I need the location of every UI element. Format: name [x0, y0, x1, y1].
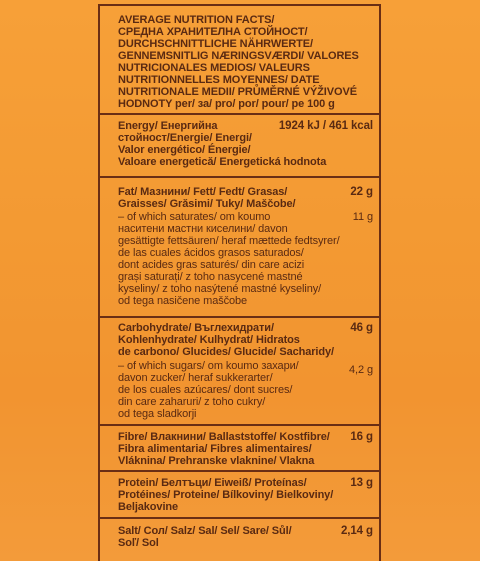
saturates-label: od tega nasičene maščobe: [118, 295, 248, 307]
saturates-label: de las cuales ácidos grasos saturados/: [118, 247, 304, 259]
carbohydrate-label: Carbohydrate/ Въглехидрати/: [118, 322, 274, 334]
fat-label: Graisses/ Grăsimi/ Tuky/ Maščobe/: [118, 198, 296, 210]
sugars-label: – of which sugars/ om koumo захари/: [118, 360, 299, 372]
protein-label: Beljakovine: [118, 501, 179, 513]
energy-label: Energy/ Енергийна: [118, 120, 218, 132]
energy-label: Valor energético/ Énergie/: [118, 144, 251, 156]
sugars-label: din care zaharuri/ z toho cukry/: [118, 396, 266, 408]
energy-label: Valoare energetică/ Energetická hodnota: [118, 156, 327, 168]
salt-value: 2,14 g: [340, 525, 373, 537]
sugars-label: davon zucker/ heraf sukkerarter/: [118, 372, 273, 384]
fibre-label: Vláknina/ Prehranske vlaknine/ Vlakna: [118, 455, 315, 467]
carbohydrate-row: [100, 322, 379, 358]
nutrition-header: [100, 14, 379, 110]
saturates-row: [100, 211, 379, 307]
carbohydrate-label: de carbono/ Glucides/ Glucide/ Sacharidy/: [118, 346, 334, 358]
header-line: HODNOTY per/ за/ pro/ por/ pour/ pe 100 g: [118, 98, 335, 110]
saturates-label: наситени мастни киселини/ davon: [118, 223, 288, 235]
header-line: NUTRITIONNELLES MOYENNES/ DATE: [118, 74, 320, 86]
carbohydrate-label: Kohlenhydrate/ Kulhydrat/ Hidratos: [118, 334, 300, 346]
energy-value: 1924 kJ / 461 kcal: [278, 120, 373, 132]
saturates-label: grași saturați/ z toho nasycené mastné: [118, 271, 303, 283]
fibre-value: 16 g: [350, 431, 373, 443]
fibre-row: [100, 431, 379, 467]
sugars-label: od tega sladkorji: [118, 408, 197, 420]
fat-value: 22 g: [350, 186, 373, 198]
salt-label: Salt/ Сол/ Salz/ Sal/ Sel/ Sare/ Sůl/: [118, 525, 292, 537]
saturates-label: gesättigte fettsäuren/ heraf mættede fedtsyrer/: [118, 235, 340, 247]
carbohydrate-value: 46 g: [350, 322, 373, 334]
protein-row: [100, 477, 379, 513]
header-line: СРЕДНА ХРАНИТЕЛНА СТОЙНОСТ/: [118, 26, 308, 38]
fibre-label: Fibre/ Влакнини/ Ballaststoffe/ Kostfibre/: [118, 431, 330, 443]
header-line: NUTRICIONALES MEDIOS/ VALEURS: [118, 62, 310, 74]
header-line: GENNEMSNITLIG NÆRINGSVÆRDI/ VALORES: [118, 50, 359, 62]
saturates-label: dont acides gras saturés/ din care acizi: [118, 259, 305, 271]
protein-label: Protéines/ Proteine/ Bílkoviny/ Bielkoviny/: [118, 489, 334, 501]
divider: [100, 424, 379, 426]
saturates-value: 11 g: [352, 211, 373, 223]
energy-row: [100, 120, 379, 168]
divider: [100, 517, 379, 519]
energy-label: стойност/Energie/ Energi/: [118, 132, 252, 144]
salt-label: Soľ/ Sol: [118, 537, 159, 549]
fat-row: [100, 186, 379, 210]
header-line: DURCHSCHNITTLICHE NÄHRWERTE/: [118, 38, 313, 50]
fat-label: Fat/ Мазнини/ Fett/ Fedt/ Grasas/: [118, 186, 288, 198]
divider: [100, 316, 379, 318]
protein-label: Protein/ Белтъци/ Eiweiß/ Proteínas/: [118, 477, 307, 489]
salt-row: [100, 525, 379, 549]
sugars-row: [100, 360, 379, 420]
divider: [100, 176, 379, 178]
nutrition-table: [98, 4, 381, 561]
divider: [100, 470, 379, 472]
protein-value: 13 g: [350, 477, 373, 489]
saturates-label: kyseliny/ z toho nasýtené mastné kyseliny/: [118, 283, 322, 295]
fibre-label: Fibra alimentaria/ Fibres alimentaires/: [118, 443, 312, 455]
header-line: AVERAGE NUTRITION FACTS/: [118, 14, 275, 26]
saturates-label: – of which saturates/ om koumo: [118, 211, 271, 223]
divider: [100, 113, 379, 115]
header-line: NUTRITIONALE MEDII/ PRŮMĚRNÉ VÝŽIVOVÉ: [118, 86, 357, 98]
sugars-value: 4,2 g: [349, 364, 373, 376]
sugars-label: de los cuales azúcares/ dont sucres/: [118, 384, 293, 396]
